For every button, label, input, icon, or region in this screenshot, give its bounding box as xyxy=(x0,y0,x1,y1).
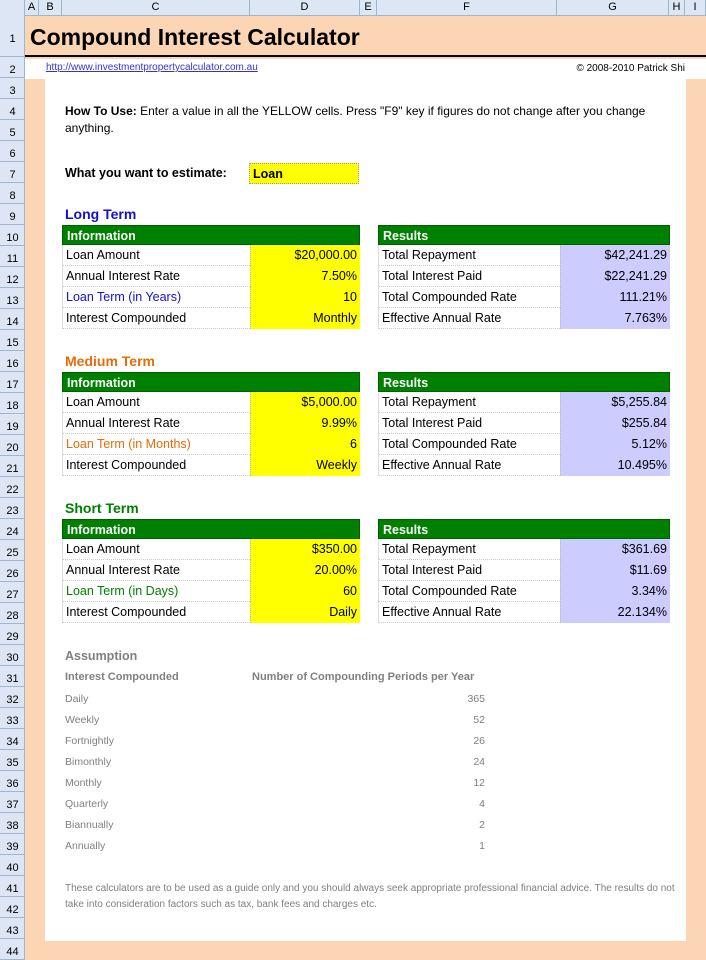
column-header-e[interactable]: E xyxy=(360,0,377,16)
calculator-panel xyxy=(45,79,686,941)
table-row xyxy=(378,539,670,560)
row-label: Interest Compounded xyxy=(66,458,187,472)
row-header-6[interactable]: 6 xyxy=(0,141,25,162)
information-table-header: Information xyxy=(62,225,360,245)
result-cell: 3.34% xyxy=(560,581,670,602)
input-cell[interactable]: Daily xyxy=(250,602,360,623)
row-header-19[interactable]: 19 xyxy=(0,414,25,435)
row-header-23[interactable]: 23 xyxy=(0,498,25,519)
table-row xyxy=(378,266,670,287)
row-header-34[interactable]: 34 xyxy=(0,729,25,750)
how-to-use-label: How To Use: xyxy=(65,104,137,118)
table-row xyxy=(378,287,670,308)
information-table xyxy=(62,372,360,476)
table-row xyxy=(378,560,670,581)
row-header-9[interactable]: 9 xyxy=(0,204,25,225)
row-header-7[interactable]: 7 xyxy=(0,162,25,183)
table-row xyxy=(62,266,360,287)
column-header-bar xyxy=(0,0,706,16)
result-cell: 7.763% xyxy=(560,308,670,329)
row-label: Total Compounded Rate xyxy=(382,584,517,598)
input-cell[interactable]: 9.99% xyxy=(250,413,360,434)
row-header-13[interactable]: 13 xyxy=(0,288,25,309)
input-cell[interactable]: $5,000.00 xyxy=(250,392,360,413)
row-header-44[interactable]: 44 xyxy=(0,939,25,960)
table-row xyxy=(378,602,670,623)
row-label: Loan Term (in Days) xyxy=(66,584,179,598)
table-row xyxy=(62,392,360,413)
row-header-36[interactable]: 36 xyxy=(0,771,25,792)
input-cell[interactable]: 20.00% xyxy=(250,560,360,581)
row-label: Loan Amount xyxy=(66,248,140,262)
table-row xyxy=(62,245,360,266)
column-header-c[interactable]: C xyxy=(62,0,250,16)
select-all-corner[interactable] xyxy=(0,0,25,16)
row-header-27[interactable]: 27 xyxy=(0,582,25,603)
section-title: Long Term xyxy=(65,206,137,222)
input-cell[interactable]: $350.00 xyxy=(250,539,360,560)
row-header-20[interactable]: 20 xyxy=(0,435,25,456)
assumption-frequency: Daily xyxy=(65,693,89,705)
copyright-text: © 2008-2010 Patrick Shi xyxy=(576,63,685,74)
row-label: Interest Compounded xyxy=(66,311,187,325)
disclaimer-text: These calculators are to be used as a guide only and you should always seek appropriate professional financial advice. The results do not take into consideration factors such as tax, bank fees and charges etc. xyxy=(65,883,675,910)
row-header-2[interactable]: 2 xyxy=(0,57,25,78)
how-to-use-instructions: Enter a value in all the YELLOW cells. Press "F9" key if figures do not change after you change anything. xyxy=(65,104,646,135)
row-header-11[interactable]: 11 xyxy=(0,246,25,267)
row-label: Loan Term (in Years) xyxy=(66,290,182,304)
row-header-41[interactable]: 41 xyxy=(0,876,25,897)
table-row xyxy=(62,560,360,581)
row-header-39[interactable]: 39 xyxy=(0,834,25,855)
row-header-26[interactable]: 26 xyxy=(0,561,25,582)
table-row xyxy=(62,602,360,623)
input-cell[interactable]: Weekly xyxy=(250,455,360,476)
row-header-33[interactable]: 33 xyxy=(0,708,25,729)
row-header-10[interactable]: 10 xyxy=(0,225,25,246)
column-header-h[interactable]: H xyxy=(669,0,685,16)
result-cell: 22.134% xyxy=(560,602,670,623)
row-label: Loan Amount xyxy=(66,542,140,556)
row-header-14[interactable]: 14 xyxy=(0,309,25,330)
estimate-input[interactable]: Loan xyxy=(249,163,359,184)
row-header-43[interactable]: 43 xyxy=(0,918,25,939)
row-header-24[interactable]: 24 xyxy=(0,519,25,540)
assumption-periods: 26 xyxy=(473,735,485,747)
row-label: Total Compounded Rate xyxy=(382,437,517,451)
row-header-40[interactable]: 40 xyxy=(0,855,25,876)
assumption-col1-header: Interest Compounded xyxy=(65,671,179,683)
row-label: Effective Annual Rate xyxy=(382,605,502,619)
column-header-i[interactable]: I xyxy=(685,0,706,16)
page-title: Compound Interest Calculator xyxy=(30,24,360,50)
row-label: Loan Term (in Months) xyxy=(66,437,191,451)
row-label: Annual Interest Rate xyxy=(66,269,180,283)
row-header-25[interactable]: 25 xyxy=(0,540,25,561)
input-cell[interactable]: 6 xyxy=(250,434,360,455)
row-header-42[interactable]: 42 xyxy=(0,897,25,918)
row-header-21[interactable]: 21 xyxy=(0,456,25,477)
result-cell: $22,241.29 xyxy=(560,266,670,287)
row-header-17[interactable]: 17 xyxy=(0,372,25,393)
assumption-periods: 2 xyxy=(479,819,485,831)
assumption-frequency: Monthly xyxy=(65,777,102,789)
section-title: Medium Term xyxy=(65,353,155,369)
row-label: Annual Interest Rate xyxy=(66,563,180,577)
input-cell[interactable]: 10 xyxy=(250,287,360,308)
table-row xyxy=(62,581,360,602)
assumption-frequency: Quarterly xyxy=(65,798,109,810)
input-cell[interactable]: 60 xyxy=(250,581,360,602)
table-row xyxy=(378,581,670,602)
result-cell: $255.84 xyxy=(560,413,670,434)
result-cell: $42,241.29 xyxy=(560,245,670,266)
results-table-header: Results xyxy=(378,225,670,245)
row-label: Total Interest Paid xyxy=(382,269,483,283)
table-row xyxy=(378,245,670,266)
estimate-label: What you want to estimate: xyxy=(65,166,227,180)
table-row xyxy=(378,413,670,434)
row-header-3[interactable]: 3 xyxy=(0,78,25,99)
row-label: Total Interest Paid xyxy=(382,416,483,430)
row-header-bar xyxy=(0,16,25,960)
column-header-a[interactable]: A xyxy=(25,0,39,16)
result-cell: $11.69 xyxy=(560,560,670,581)
row-header-1[interactable]: 1 xyxy=(0,16,25,57)
result-cell: 5.12% xyxy=(560,434,670,455)
results-table xyxy=(378,372,670,476)
column-header-f[interactable]: F xyxy=(377,0,557,16)
row-header-22[interactable]: 22 xyxy=(0,477,25,498)
table-row xyxy=(378,392,670,413)
input-cell[interactable]: $20,000.00 xyxy=(250,245,360,266)
column-header-g[interactable]: G xyxy=(557,0,669,16)
results-table xyxy=(378,519,670,623)
assumption-periods: 12 xyxy=(473,777,485,789)
input-cell[interactable]: Monthly xyxy=(250,308,360,329)
row-header-30[interactable]: 30 xyxy=(0,645,25,666)
section-title: Short Term xyxy=(65,500,139,516)
table-row xyxy=(62,434,360,455)
how-to-use-text xyxy=(65,103,665,137)
table-row xyxy=(62,308,360,329)
assumption-frequency: Weekly xyxy=(65,714,100,726)
table-row xyxy=(378,434,670,455)
table-row xyxy=(378,455,670,476)
row-header-29[interactable]: 29 xyxy=(0,624,25,645)
row-label: Total Repayment xyxy=(382,248,476,262)
assumption-frequency: Fortnightly xyxy=(65,735,115,747)
column-header-d[interactable]: D xyxy=(250,0,360,16)
row-header-16[interactable]: 16 xyxy=(0,351,25,372)
row-header-35[interactable]: 35 xyxy=(0,750,25,771)
table-row xyxy=(378,308,670,329)
row-header-37[interactable]: 37 xyxy=(0,792,25,813)
assumption-periods: 52 xyxy=(473,714,485,726)
row-header-4[interactable]: 4 xyxy=(0,99,25,120)
input-cell[interactable]: 7.50% xyxy=(250,266,360,287)
information-table-header: Information xyxy=(62,372,360,392)
row-header-5[interactable]: 5 xyxy=(0,120,25,141)
row-label: Total Compounded Rate xyxy=(382,290,517,304)
title-bar xyxy=(25,16,706,57)
table-row xyxy=(62,539,360,560)
row-header-15[interactable]: 15 xyxy=(0,330,25,351)
assumption-periods: 4 xyxy=(479,798,485,810)
row-header-8[interactable]: 8 xyxy=(0,183,25,204)
information-table-header: Information xyxy=(62,519,360,539)
table-row xyxy=(62,287,360,308)
assumption-frequency: Bimonthly xyxy=(65,756,112,768)
row-label: Total Repayment xyxy=(382,395,476,409)
column-header-b[interactable]: B xyxy=(39,0,62,16)
row-header-32[interactable]: 32 xyxy=(0,687,25,708)
result-cell: $5,255.84 xyxy=(560,392,670,413)
assumption-periods: 365 xyxy=(467,693,485,705)
results-table-header: Results xyxy=(378,519,670,539)
website-link[interactable]: http://www.investmentpropertycalculator.com.au xyxy=(46,62,258,73)
table-row xyxy=(62,455,360,476)
row-label: Effective Annual Rate xyxy=(382,458,502,472)
assumption-frequency: Annually xyxy=(65,840,106,852)
row-header-31[interactable]: 31 xyxy=(0,666,25,687)
assumption-periods: 1 xyxy=(479,840,485,852)
row-header-28[interactable]: 28 xyxy=(0,603,25,624)
result-cell: $361.69 xyxy=(560,539,670,560)
results-table xyxy=(378,225,670,329)
header-row xyxy=(25,59,706,79)
assumption-frequency: Biannually xyxy=(65,819,114,831)
information-table xyxy=(62,519,360,623)
row-header-12[interactable]: 12 xyxy=(0,267,25,288)
assumption-title: Assumption xyxy=(65,649,138,663)
row-header-38[interactable]: 38 xyxy=(0,813,25,834)
row-header-18[interactable]: 18 xyxy=(0,393,25,414)
row-label: Annual Interest Rate xyxy=(66,416,180,430)
results-table-header: Results xyxy=(378,372,670,392)
row-label: Total Repayment xyxy=(382,542,476,556)
row-label: Loan Amount xyxy=(66,395,140,409)
row-label: Total Interest Paid xyxy=(382,563,483,577)
table-row xyxy=(62,413,360,434)
worksheet xyxy=(25,16,706,960)
assumption-col2-header: Number of Compounding Periods per Year xyxy=(252,671,475,683)
result-cell: 10.495% xyxy=(560,455,670,476)
row-label: Interest Compounded xyxy=(66,605,187,619)
information-table xyxy=(62,225,360,329)
assumption-periods: 24 xyxy=(473,756,485,768)
row-label: Effective Annual Rate xyxy=(382,311,502,325)
result-cell: 111.21% xyxy=(560,287,670,308)
